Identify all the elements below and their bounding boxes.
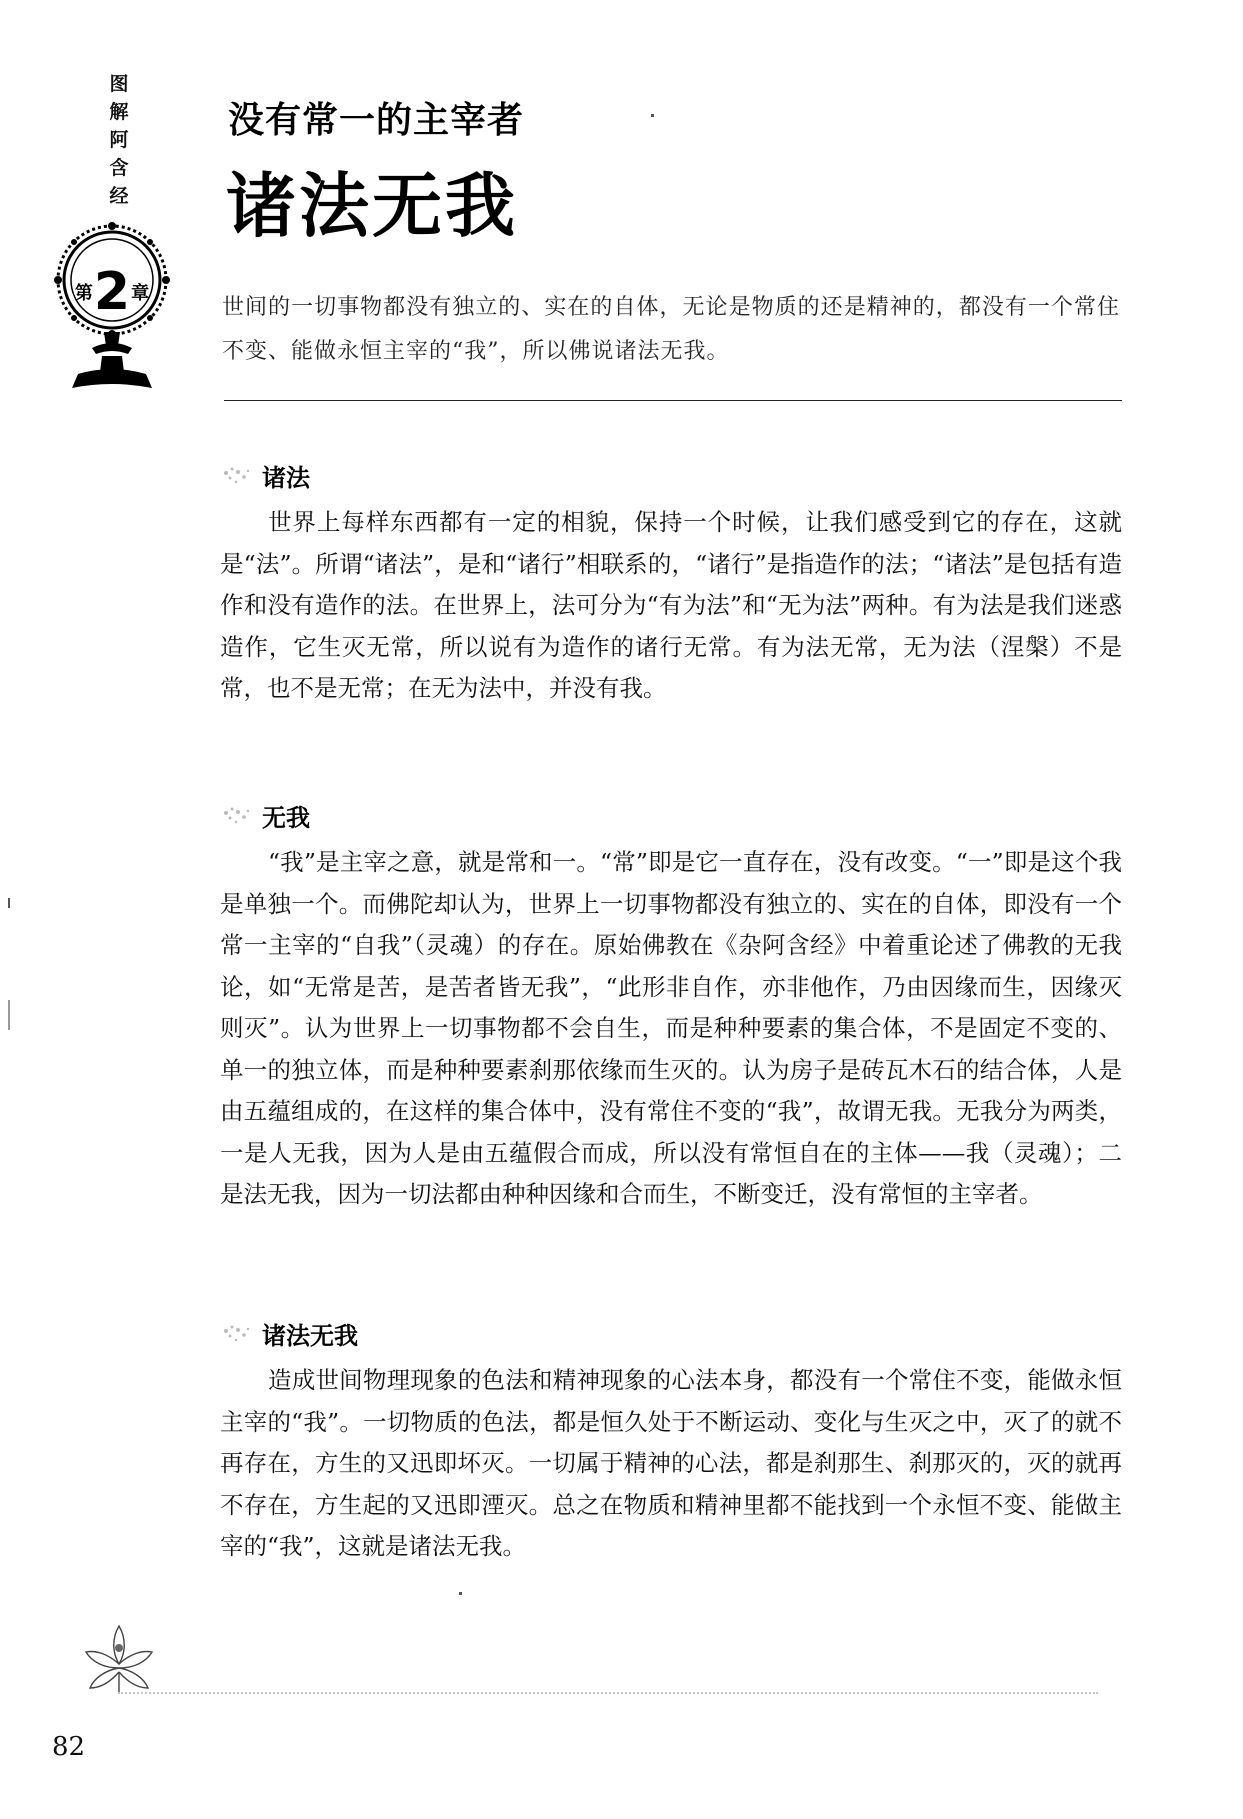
book-title-vertical	[104, 70, 134, 210]
section-body: “我”是主宰之意，就是常和一。“常”即是它一直存在，没有改变。“一”即是这个我是单独一个。而佛陀却认为，世界上一切事物都没有独立的、实在的自体，即没有一个常一主宰的“自我”（灵魂）的存在。原始佛教在《杂阿含经》中着重论述了佛教的无我论，如“无常是苦，是苦者皆无我”，“此形非自作，亦非他作，乃由因缘而生，因缘灭则灭”。认为世界上一切事物都不会自生，而是种种要素的集合体，不是固定不变的、单一的独立体，而是种种要素刹那依缘而生灭的。认为房子是砖瓦木石的结合体，人是由五蕴组成的，在这样的集合体中，没有常住不变的“我”，故谓无我。无我分为两类，一是人无我，因为人是由五蕴假合而成，所以没有常恒自在的主体——我（灵魂）；二是法无我，因为一切法都由种种因缘和合而生，不断变迁，没有常恒的主宰者。	[220, 848, 1122, 1208]
chapter-label	[48, 262, 176, 322]
book-title-char: 解	[109, 101, 129, 123]
lotus-mark-icon	[218, 463, 258, 489]
book-title-char: 图	[109, 73, 129, 95]
page-number: 82	[52, 1732, 86, 1762]
intro-paragraph: 世间的一切事物都没有独立的、实在的自体，无论是物质的还是精神的，都没有一个常住不变、能做永恒主宰的“我”，所以佛说诸法无我。	[222, 295, 1120, 364]
section-heading-wuwo	[218, 798, 310, 833]
lotus-mark-icon	[218, 803, 258, 829]
scan-speck	[8, 898, 10, 908]
divider	[224, 400, 1122, 401]
scan-speck	[651, 114, 654, 117]
medallion-frame-icon	[48, 222, 176, 422]
chapter-number: 2	[93, 262, 131, 322]
scan-speck	[459, 1592, 462, 1595]
chapter-prefix: 第	[74, 283, 93, 304]
chapter-suffix: 章	[131, 283, 150, 304]
section-heading-zhufa-wuwo	[218, 1316, 358, 1351]
footer-dotted-line	[118, 1692, 1098, 1694]
section-body: 造成世间物理现象的色法和精神现象的心法本身，都没有一个常住不变，能做永恒主宰的“我”。一切物质的色法，都是恒久处于不断运动、变化与生灭之中，灭了的就不再存在，方生的又迅即坏灭。一切属于精神的心法，都是刹那生、刹那灭的，灭的就再不存在，方生起的又迅即湮灭。总之在物质和精神里都不能找到一个永恒不变、能做主宰的“我”，这就是诸法无我。	[220, 1366, 1122, 1560]
lotus-mark-icon	[218, 1321, 258, 1347]
section-heading-zhufa	[218, 458, 310, 493]
book-title-char: 经	[109, 185, 129, 207]
book-title-char: 阿	[109, 129, 129, 151]
page-title: 诸法无我	[226, 164, 518, 247]
chapter-badge	[48, 222, 176, 422]
section-heading-text: 诸法	[262, 464, 310, 492]
scan-speck	[8, 1000, 10, 1030]
page-subtitle: 没有常一的主宰者	[228, 99, 525, 141]
lotus-flower-icon	[78, 1618, 160, 1698]
section-body: 世界上每样东西都有一定的相貌，保持一个时候，让我们感受到它的存在，这就是“法”。所谓“诸法”，是和“诸行”相联系的，“诸行”是指造作的法；“诸法”是包括有造作和没有造作的法。在世界上，法可分为“有为法”和“无为法”两种。有为法是我们迷惑造作，它生灭无常，所以说有为造作的诸行无常。有为法无常，无为法（涅槃）不是常，也不是无常；在无为法中，并没有我。	[220, 508, 1122, 702]
section-heading-text: 无我	[262, 804, 310, 832]
book-title-char: 含	[109, 157, 129, 179]
section-heading-text: 诸法无我	[262, 1322, 358, 1350]
